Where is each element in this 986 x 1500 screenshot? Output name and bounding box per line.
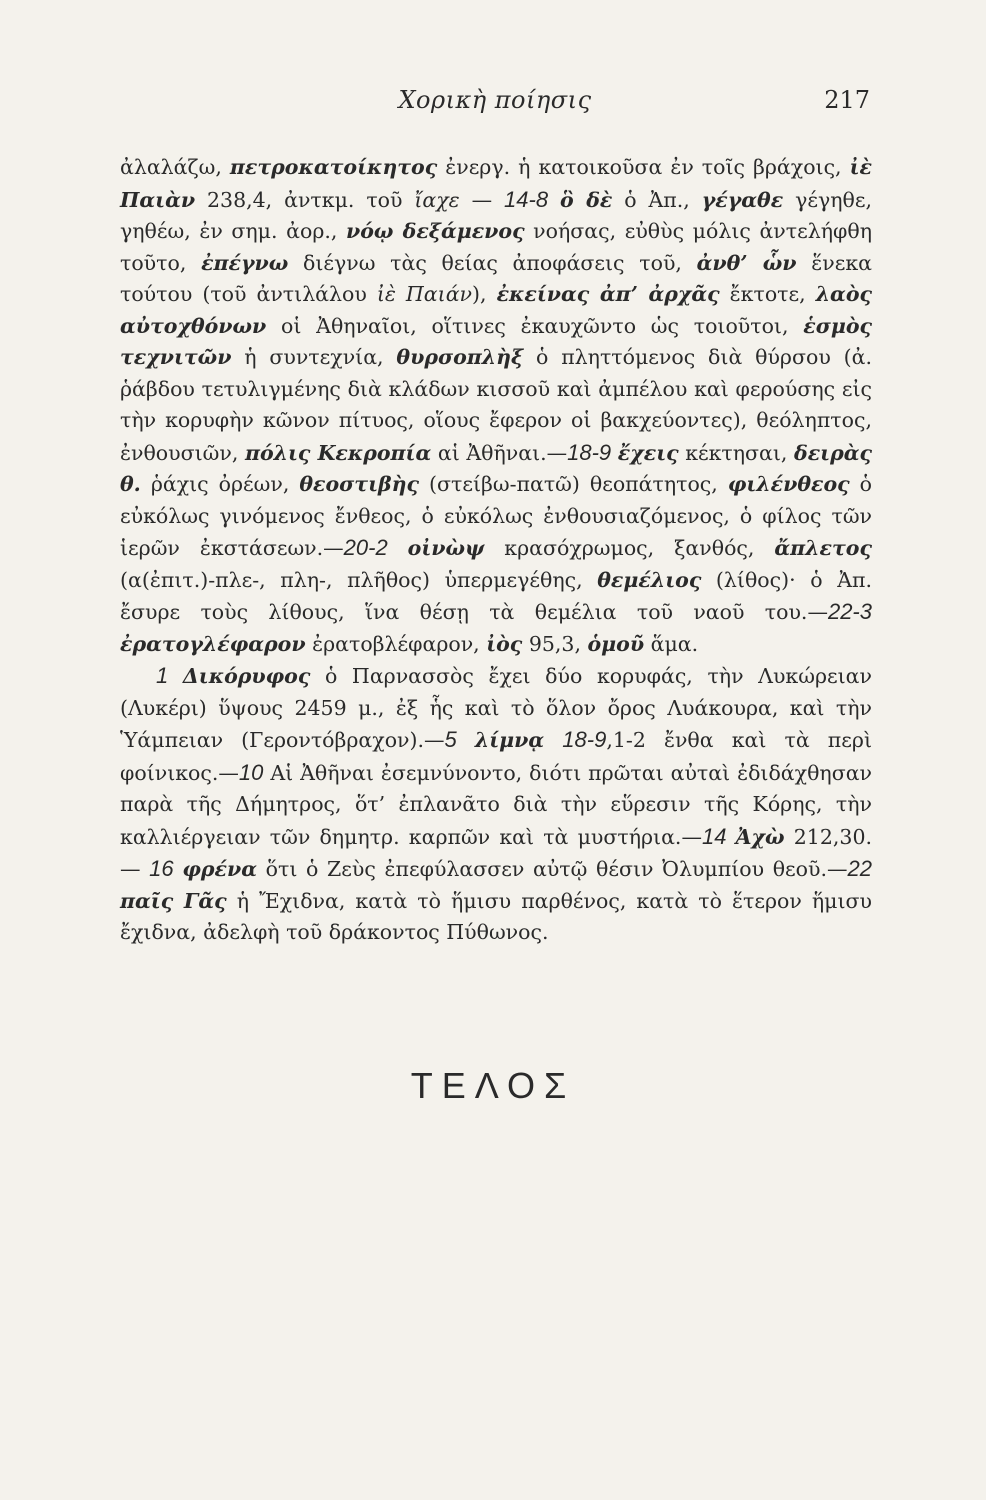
line-reference: 1	[156, 663, 169, 688]
lemma: πετροκατοίκητος	[229, 155, 438, 179]
end-mark: ΤΕΛΟΣ	[410, 1065, 576, 1106]
line-reference: 20-2	[343, 535, 388, 560]
gloss-text	[548, 188, 560, 212]
gloss-text: διέγνω τὰς θείας ἀποφάσεις τοῦ,	[288, 250, 697, 275]
gloss-text: ἐρατοβλέφαρον,	[305, 631, 487, 656]
gloss-text: ἡ Ἔχιδνα, κατὰ τὸ ἥμισυ παρθένος, κατὰ τὸ ἕτερον ἥμισυ ἔχιδνα, ἀδελφὴ τοῦ δράκοντος Πύθωνος.	[120, 888, 872, 944]
line-reference: 14-8	[504, 186, 549, 212]
gloss-text	[544, 728, 562, 752]
lemma: ἰὲ Παιὰν	[120, 155, 872, 212]
lemma: ὁμοῦ	[587, 631, 645, 656]
gloss-text: νοήσας, εὐθὺς μόλις ἀντελήφθη τοῦτο,	[120, 219, 872, 275]
line-reference: 18-9	[562, 727, 607, 752]
lemma: θεμέλιος	[597, 567, 702, 592]
page-header	[120, 86, 870, 126]
lemma: Ἀχὼ	[735, 824, 785, 849]
lemma: λαὸς αὐτοχθόνων	[120, 282, 872, 338]
gloss-text: ,1-2 ἔνθα καὶ τὰ περὶ φοίνικος.—	[120, 728, 872, 785]
gloss-text: ἔκτοτε,	[719, 282, 816, 306]
gloss-text: ἀλαλάζω,	[120, 155, 230, 179]
gloss-text: 95,3,	[522, 631, 588, 656]
running-title: Χορικὴ ποίησις	[398, 86, 592, 114]
gloss-text	[168, 664, 183, 688]
lemma: λίμνᾳ	[474, 728, 545, 752]
gloss-text: ἕνεκα τούτου (τοῦ ἀντιλάλου	[120, 250, 872, 306]
gloss-text: ὁ πληττόμενος διὰ θύρσου (ἀ. ῥάβδου τετυλιγμένης διὰ κλάδων κισσοῦ καὶ ἀμπέλου καὶ φερούσης εἰς τὴν κορυφὴν κῶνον πίτυος, οἵους ἔφερον οἱ βακχεύοντες), θεόληπτος, ἐνθουσιῶν,	[120, 345, 872, 465]
gloss-text: ὁ Ἀπ.,	[612, 187, 702, 212]
line-reference: 14	[701, 823, 727, 849]
page-number: 217	[824, 86, 870, 114]
lemma: ἐκείνας ἀπ’ ἀρχᾶς	[496, 282, 720, 306]
lemma: ἄπλετος	[774, 536, 872, 560]
gloss-text: ὅτι ὁ Ζεὺς ἐπεφύλασσεν αὐτῷ θέσιν Ὀλυμπίου θεοῦ.—	[256, 857, 848, 881]
gloss-text: κρασόχρωμος, ξανθός,	[484, 536, 775, 560]
lemma: ἐπέγνω	[201, 250, 289, 275]
lemma: ἀνθ’ ὧν	[696, 250, 797, 275]
line-reference: 16	[149, 856, 174, 881]
gloss-text: 212,30. —	[120, 824, 872, 881]
cited-word: ἰὲ Παιάν	[376, 282, 472, 306]
gloss-text: ἡ συντεχνία,	[231, 345, 397, 369]
gloss-text: Αἱ Ἀθῆναι ἐσεμνύνοντο, διότι πρῶται αὐταὶ ἐδιδάχθησαν παρὰ τῆς Δήμητρος, ὅτ’ ἐπλανᾶτο διὰ τὴν εὕρεσιν τῆς Κόρης, τὴν καλλιέργειαν τῶν δημητρ. καρπῶν καὶ τὰ μυστήρια.—	[120, 760, 872, 849]
gloss-text: ),	[472, 282, 497, 306]
lemma: ἔχεις	[617, 440, 679, 465]
commentary-text	[120, 152, 872, 949]
gloss-text: αἱ Ἀθῆναι.—	[431, 440, 568, 465]
gloss-text: ἅμα.	[644, 631, 699, 656]
gloss-text	[611, 441, 618, 465]
lemma: ἐρατογλέφαρον	[120, 631, 306, 656]
lemma: ὃ δὲ	[559, 187, 613, 212]
gloss-text: ῥάχις ὀρέων,	[140, 472, 300, 496]
line-reference: 5	[444, 727, 457, 752]
gloss-text: —	[459, 187, 505, 212]
lemma: ἑσμὸς τεχνιτῶν	[120, 313, 872, 369]
lemma: φρένα	[182, 857, 257, 881]
lemma: θεοστιβὴς	[299, 472, 420, 496]
gloss-text: 238,4, ἀντκμ. τοῦ	[195, 187, 415, 212]
lemma: Δικόρυφος	[182, 664, 311, 688]
line-reference: 18-9	[567, 439, 612, 465]
gloss-text: ὁ Παρνασσὸς ἔχει δύο κορυφάς, τὴν Λυκώρειαν (Λυκέρι) ὕψους 2459 μ., ἐξ ἧς καὶ τὸ ὅλον ὄρος Λυάκουρα, καὶ τὴν Ὑάμπειαν (Γεροντόβραχον).—	[120, 664, 872, 752]
lemma: οἰνὼψ	[407, 536, 485, 560]
gloss-text: κέκτησαι,	[678, 440, 795, 465]
gloss-text: ὁ εὐκόλως γινόμενος ἔνθεος, ὁ εὐκόλως ἐνθουσιαζόμενος, ὁ φίλος τῶν ἱερῶν ἐκστάσεων.—	[120, 472, 872, 560]
gloss-text	[388, 536, 408, 560]
gloss-text: ἐνεργ. ἡ κατοικοῦσα ἐν τοῖς βράχοις,	[437, 155, 850, 179]
line-reference: 22-3	[827, 599, 872, 624]
gloss-text: (α(ἐπιτ.)-πλε-, πλη-, πλῆθος) ὑπερμεγέθης,	[120, 567, 598, 592]
lemma: παῖς Γᾶς	[120, 888, 227, 913]
gloss-text: (λίθος)· ὁ Ἀπ. ἔσυρε τοὺς λίθους, ἵνα θέσῃ τὰ θεμέλια τοῦ ναοῦ του.—	[120, 567, 872, 624]
lemma: δειρὰς θ.	[120, 440, 872, 496]
line-reference: 22	[847, 856, 872, 881]
lemma: νόῳ δεξάμενος	[346, 219, 525, 243]
lemma: πόλις Κεκροπία	[244, 440, 432, 465]
commentary-paragraph	[120, 660, 872, 949]
gloss-text	[457, 728, 475, 752]
lemma: γέγαθε	[701, 187, 784, 212]
gloss-text: (στείβω-πατῶ) θεοπάτητος,	[419, 472, 728, 496]
cited-word: ἴαχε	[414, 187, 460, 212]
gloss-text: οἱ Ἀθηναῖοι, οἵτινες ἐκαυχῶντο ὡς τοιοῦτοι,	[266, 313, 804, 338]
line-reference: 10	[238, 759, 264, 785]
gloss-text	[726, 825, 735, 849]
lemma: φιλένθεος	[727, 472, 850, 496]
gloss-text: γέγηθε, γηθέω, ἐν σημ. ἀορ.,	[120, 187, 872, 243]
lemma: θυρσοπλὴξ	[396, 345, 524, 369]
commentary-paragraph	[120, 152, 872, 660]
lemma: ἰὸς	[486, 631, 523, 656]
